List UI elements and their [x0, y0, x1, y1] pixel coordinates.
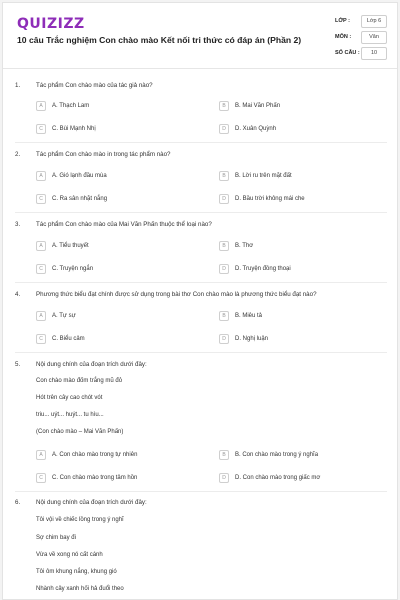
- excerpt-line: (Con chào mào – Mai Văn Phấn): [36, 429, 124, 435]
- option-text: B. Lời ru trên mặt đất: [235, 173, 292, 179]
- question-text: Phương thức biểu đạt chính được sử dụng trong bài thơ Con chào mào là phương thức biểu đạt nào?: [36, 291, 317, 298]
- excerpt-line: Hót trên cây cao chót vót: [36, 395, 103, 401]
- option-text: A. Thạch Lam: [52, 103, 90, 109]
- meta-count-label: SỐ CÂU :: [335, 50, 360, 56]
- question-divider: [15, 491, 387, 492]
- meta-subject-value: Văn: [361, 31, 387, 44]
- option-letter: B: [219, 101, 229, 111]
- option-text: D. Bầu trời không mái che: [235, 196, 305, 202]
- option-letter: D: [219, 473, 229, 483]
- option-letter: A: [36, 311, 46, 321]
- worksheet-title: 10 câu Trắc nghiệm Con chào mào Kết nối tri thức có đáp án (Phần 2): [17, 35, 302, 45]
- question-number: 2.: [15, 151, 21, 158]
- question-2: [3, 151, 398, 213]
- worksheet-header: [3, 3, 397, 69]
- worksheet-page: [2, 2, 398, 600]
- question-text: Tác phẩm Con chào mào in trong tác phẩm nào?: [36, 151, 171, 158]
- option-text: C. Truyện ngắn: [52, 266, 94, 272]
- option-text: B. Miêu tả: [235, 313, 263, 319]
- option-letter: B: [219, 311, 229, 321]
- option-letter: A: [36, 171, 46, 181]
- option-letter: D: [219, 264, 229, 274]
- meta-count: [277, 47, 397, 61]
- option-letter: A: [36, 241, 46, 251]
- option-letter: B: [219, 241, 229, 251]
- meta-grade: [277, 15, 397, 29]
- quizizz-logo: QUIZIZZ: [17, 16, 85, 32]
- excerpt-line: triu... uýt... huýt... tu hìu...: [36, 412, 104, 418]
- option-letter: C: [36, 473, 46, 483]
- option-letter: D: [219, 194, 229, 204]
- option-text: A. Tự sự: [52, 313, 76, 319]
- excerpt-line: Vừa về xong nó cất cánh: [36, 552, 103, 558]
- option-letter: A: [36, 450, 46, 460]
- excerpt-line: Sợ chim bay đi: [36, 535, 76, 541]
- option-text: D. Nghị luận: [235, 336, 269, 342]
- option-text: B. Thơ: [235, 243, 254, 249]
- question-3: [3, 221, 398, 283]
- question-text: Nội dung chính của đoạn trích dưới đây:: [36, 499, 147, 506]
- option-letter: A: [36, 101, 46, 111]
- option-text: C. Ra sân nhặt nắng: [52, 196, 108, 202]
- question-4: [3, 291, 398, 353]
- question-number: 5.: [15, 361, 21, 368]
- question-divider: [15, 282, 387, 283]
- meta-grade-label: LỚP :: [335, 18, 350, 24]
- option-letter: C: [36, 194, 46, 204]
- excerpt-line: Nhành cây xanh hối hả đuổi theo: [36, 586, 124, 592]
- option-text: D. Xuân Quỳnh: [235, 126, 277, 132]
- question-number: 1.: [15, 82, 21, 89]
- option-text: D. Con chào mào trong giấc mơ: [235, 475, 321, 481]
- question-number: 4.: [15, 291, 21, 298]
- meta-count-value: 10: [361, 47, 387, 60]
- option-letter: C: [36, 264, 46, 274]
- option-text: D. Truyện đồng thoại: [235, 266, 291, 272]
- option-text: A. Gió lạnh đầu mùa: [52, 173, 107, 179]
- excerpt-line: Tôi ôm khung nắng, khung gió: [36, 569, 117, 575]
- option-text: C. Bùi Mạnh Nhị: [52, 126, 96, 132]
- option-text: C. Biểu cảm: [52, 336, 85, 342]
- option-text: A. Con chào mào trong tự nhiên: [52, 452, 138, 458]
- meta-grade-value: Lớp 6: [361, 15, 387, 28]
- option-letter: C: [36, 334, 46, 344]
- option-text: B. Con chào mào trong ý nghĩa: [235, 452, 319, 458]
- question-6: [3, 499, 398, 599]
- option-letter: C: [36, 124, 46, 134]
- question-text: Tác phẩm Con chào mào của tác giả nào?: [36, 82, 153, 89]
- question-divider: [15, 212, 387, 213]
- option-letter: B: [219, 171, 229, 181]
- question-number: 3.: [15, 221, 21, 228]
- option-letter: D: [219, 124, 229, 134]
- question-1: [3, 82, 398, 144]
- question-divider: [15, 352, 387, 353]
- excerpt-line: Tôi vội về chiếc lồng trong ý nghĩ: [36, 517, 124, 523]
- option-text: B. Mai Văn Phấn: [235, 103, 281, 109]
- excerpt-line: Con chào mào đốm trắng mũ đỏ: [36, 378, 123, 384]
- question-number: 6.: [15, 499, 21, 506]
- meta-subject-label: MÔN :: [335, 34, 352, 40]
- option-letter: D: [219, 334, 229, 344]
- question-text: Nội dung chính của đoạn trích dưới đây:: [36, 361, 147, 368]
- option-text: A. Tiểu thuyết: [52, 243, 89, 249]
- option-text: C. Con chào mào trong tâm hồn: [52, 475, 138, 481]
- question-divider: [15, 142, 387, 143]
- question-5: [3, 361, 398, 489]
- question-text: Tác phẩm Con chào mào của Mai Văn Phấn thuộc thể loại nào?: [36, 221, 212, 228]
- option-letter: B: [219, 450, 229, 460]
- meta-subject: [277, 31, 397, 45]
